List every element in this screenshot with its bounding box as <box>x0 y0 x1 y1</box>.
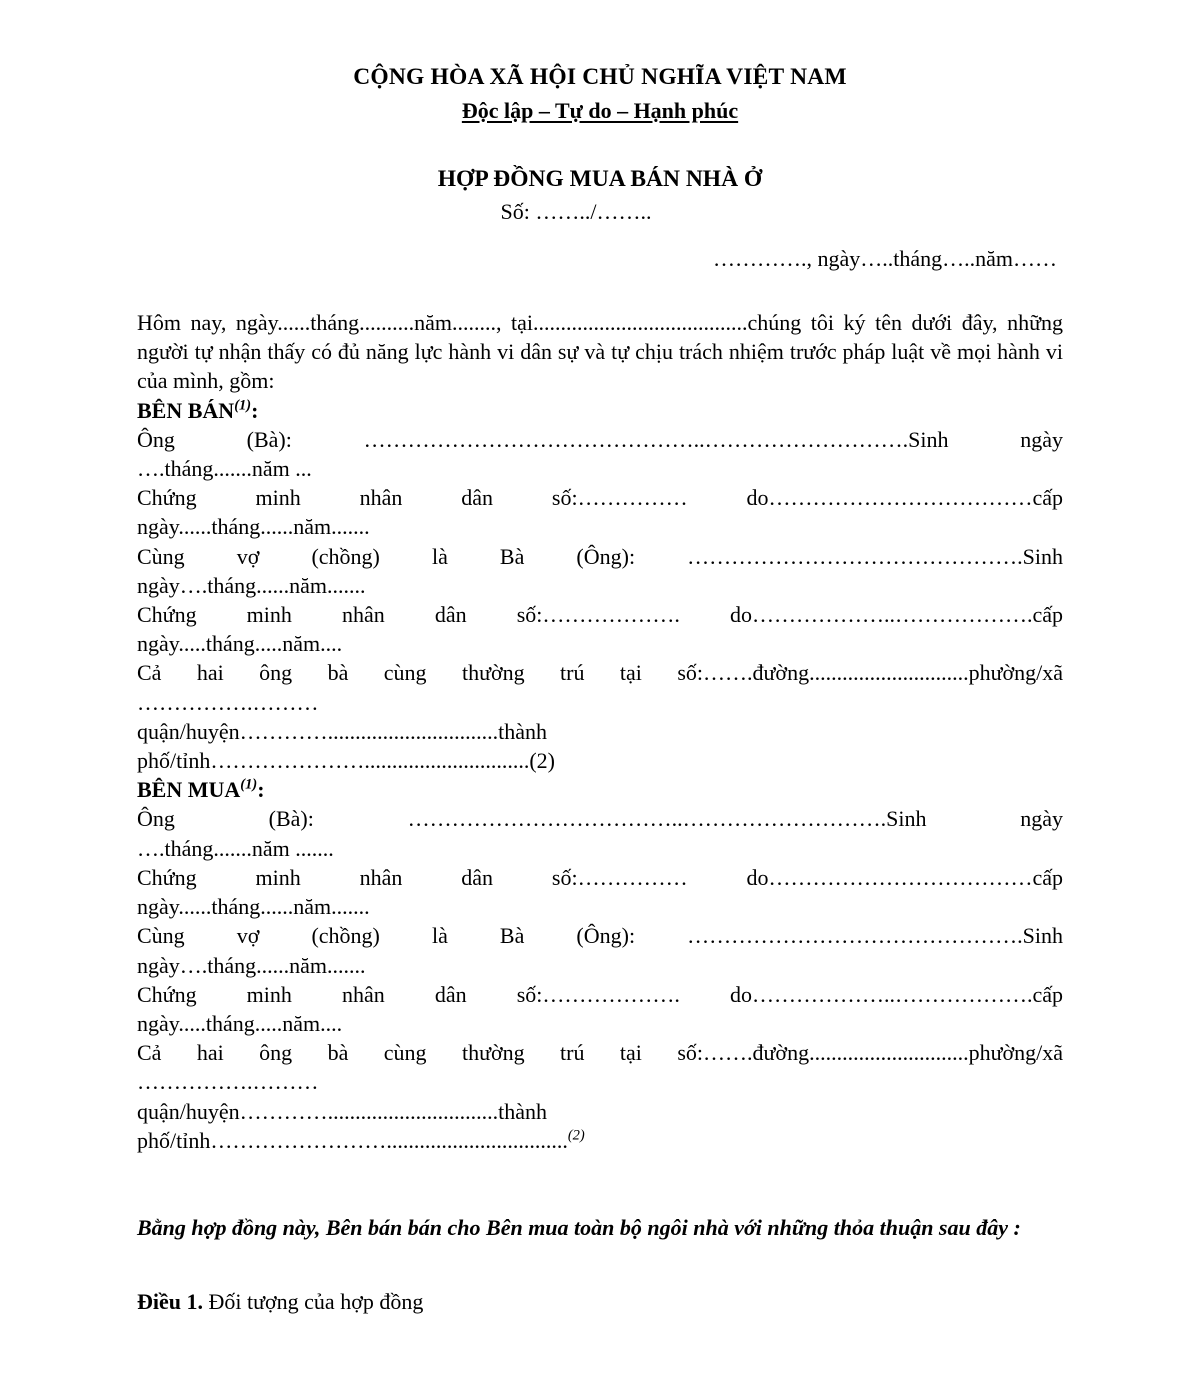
buyer-address-dots-line: …………….……… <box>137 1069 319 1095</box>
buyer-spouse-line: Cùng vợ (chồng) là Bà (Ông): ……………………………………….Sinh <box>137 923 1063 949</box>
buyer-birth-line: ….tháng.......năm ....... <box>137 835 334 861</box>
national-motto <box>137 96 1063 125</box>
article-1-label: Điều 1. <box>137 1289 203 1315</box>
place-and-date: …………., ngày…..tháng…..năm…… <box>712 246 1057 272</box>
document-header <box>137 0 1063 125</box>
seller-id-line: Chứng minh nhân dân số:…………… do………………………………cấp <box>137 485 1063 511</box>
document-number: Số: ……../…….. <box>500 198 652 224</box>
closing-statement: Bằng hợp đồng này, Bên bán bán cho Bên mua toàn bộ ngôi nhà với những thỏa thuận sau đây : <box>137 1214 1021 1240</box>
article-1-heading <box>137 1287 1063 1316</box>
seller-birth-line: ….tháng.......năm ... <box>137 456 312 482</box>
seller-heading <box>137 396 1063 425</box>
buyer-city-footnote: (2) <box>567 1127 585 1144</box>
buyer-spouse-id-line: Chứng minh nhân dân số:………………. do………………..……………….cấp <box>137 981 1063 1007</box>
seller-id-date-line: ngày......tháng......năm....... <box>137 514 370 540</box>
buyer-name-line: Ông (Bà): ………………………………..……………………….Sinh ngày <box>137 806 1063 832</box>
seller-address-line: Cả hai ông bà cùng thường trú tại số:…….đường.............................phường/xã <box>137 660 1063 686</box>
seller-spouse-birth-line: ngày….tháng......năm....... <box>137 572 366 598</box>
buyer-id-date-line: ngày......tháng......năm....... <box>137 894 370 920</box>
national-heading: CỘNG HÒA XÃ HỘI CHỦ NGHĨA VIỆT NAM <box>353 64 847 90</box>
seller-address-dots-line: …………….……… <box>137 689 319 715</box>
seller-spouse-id-date-line: ngày.....tháng.....năm.... <box>137 631 343 657</box>
buyer-heading-colon: : <box>257 777 265 803</box>
buyer-heading <box>137 775 1063 804</box>
buyer-city-line <box>137 1126 1063 1155</box>
document-body <box>137 308 1063 1155</box>
seller-name-line: Ông (Bà): ………………………………………..……………………….Sinh ngày <box>137 426 1063 452</box>
national-motto-text: Độc lập – Tự do – Hạnh phúc <box>461 98 739 124</box>
intro-paragraph: Hôm nay, ngày......tháng..........năm........, tại.......................................chúng tôi ký tên dưới đây, những người tự nhận thấy có đủ năng lực hành vi dân sự và tự chịu trách nhiệm trước pháp luật về mọi hành vi của mình, gồm: <box>137 310 1063 394</box>
seller-heading-colon: : <box>251 397 259 423</box>
seller-district-line: quận/huyện…………...............................thành <box>137 718 548 744</box>
buyer-spouse-id-date-line: ngày.....tháng.....năm.... <box>137 1010 343 1036</box>
buyer-spouse-birth-line: ngày….tháng......năm....... <box>137 952 366 978</box>
seller-spouse-id-line: Chứng minh nhân dân số:………………. do………………..……………….cấp <box>137 602 1063 628</box>
page-title: HỢP ĐỒNG MUA BÁN NHÀ Ở <box>437 166 763 193</box>
seller-city-line: phố/tỉnh…………………..............................(2) <box>137 748 555 774</box>
buyer-id-line: Chứng minh nhân dân số:…………… do………………………………cấp <box>137 864 1063 890</box>
article-1-title: Đối tượng của hợp đồng <box>203 1289 424 1315</box>
seller-heading-footnote: (1) <box>234 397 252 414</box>
buyer-heading-label: BÊN MUA <box>137 777 241 803</box>
buyer-district-line: quận/huyện…………...............................thành <box>137 1098 548 1124</box>
buyer-city-text: phố/tỉnh……………………................................. <box>137 1127 568 1153</box>
buyer-heading-footnote: (1) <box>240 776 258 793</box>
buyer-address-line: Cả hai ông bà cùng thường trú tại số:…….đường.............................phường/xã <box>137 1040 1063 1066</box>
seller-spouse-line: Cùng vợ (chồng) là Bà (Ông): ……………………………………….Sinh <box>137 543 1063 569</box>
seller-heading-label: BÊN BÁN <box>137 397 235 423</box>
